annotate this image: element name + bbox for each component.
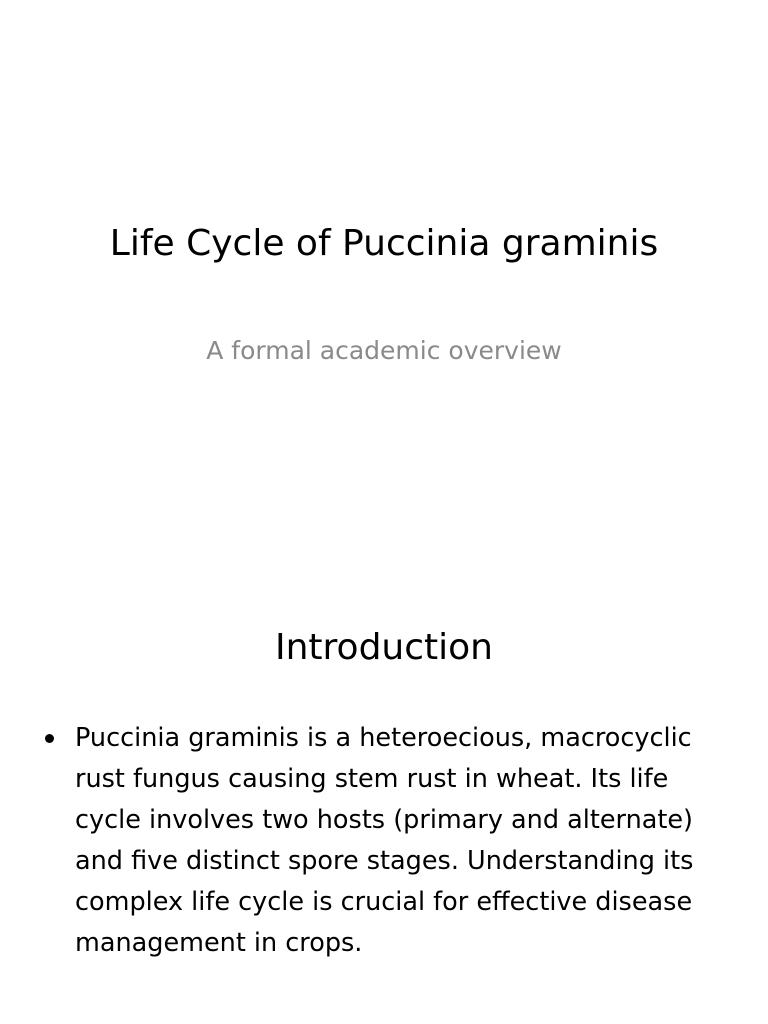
introduction-slide xyxy=(0,576,768,1024)
slide-title: Life Cycle of Puccinia graminis xyxy=(109,223,659,264)
bullet-icon xyxy=(45,734,54,743)
bullet-text: Puccinia graminis is a heteroecious, macrocyclic rust fungus causing stem rust in wheat. Its life cycle involves two hosts (primary and alternate) and five distinct spore stages. Understanding its complex life cycle is crucial for effective disease management in crops. xyxy=(75,723,694,958)
slide-title: Introduction xyxy=(274,627,493,668)
bullet-list xyxy=(40,718,730,964)
bullet-item xyxy=(40,718,730,964)
slide-subtitle: A formal academic overview xyxy=(206,336,562,365)
